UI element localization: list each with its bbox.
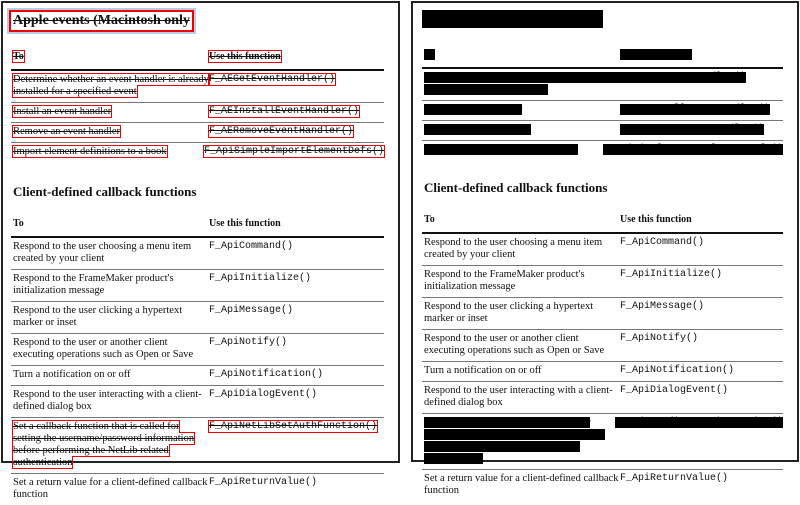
to-cell [422,269,620,293]
description-text: Turn a notification on or off [424,365,542,376]
apple-heading-wrap [11,11,384,47]
column-header-function: Use this function [620,49,692,60]
callback-table-row [11,270,384,302]
description-text: Install an event handler [13,106,112,117]
callback-table-row [422,362,783,382]
callback-table-row [11,418,384,474]
marked-up-document-panel [1,1,400,500]
function-cell [209,389,384,413]
function-name: F_AEInstallEventHandler() [620,104,771,115]
to-cell [11,477,209,501]
to-cell [422,301,620,325]
description-text: Set a return value for a client-defined callback function [424,473,619,496]
apple-heading-wrap [422,9,783,45]
function-cell [209,369,384,381]
function-cell [209,218,384,230]
callback-table-row [11,334,384,366]
function-cell [620,214,783,226]
apple-events-heading: Apple events (Macintosh only [13,13,190,28]
function-cell [620,237,783,261]
to-cell [422,473,620,497]
column-header-to: To [13,51,24,62]
apple-table-row [422,121,783,141]
callback-table-row [422,330,783,362]
description-text: Respond to the user clicking a hypertext marker or inset [13,305,183,328]
function-cell [209,273,384,297]
apple-table-row [11,123,384,143]
function-name: F_ApiNotification() [209,369,324,380]
column-header-to: To [424,214,435,225]
function-cell [620,473,783,497]
function-name: F_ApiNetLibSetAuthFunction() [614,417,783,428]
callback-table-row [422,266,783,298]
to-cell [11,74,209,98]
function-cell [209,74,384,98]
apple-table-row [422,141,783,160]
callback-table-row [11,238,384,270]
function-cell [620,104,783,116]
description-text: Set a return value for a client-defined callback function [13,477,208,500]
function-cell [620,72,783,96]
function-cell [209,106,384,118]
to-cell [11,106,209,118]
function-cell [209,421,384,469]
to-cell [422,417,615,465]
description-text: Import element definitions to a book [13,146,167,157]
function-cell [620,124,783,136]
function-name: F_ApiSimpleImportElementDefs() [602,144,783,155]
callback-table-row [11,366,384,386]
column-header-to: To [13,218,24,229]
callback-table-header [11,214,384,238]
function-name: F_AEInstallEventHandler() [209,106,360,117]
to-cell [422,49,620,61]
to-cell [11,126,209,138]
apple-table-row [422,69,783,101]
to-cell [422,124,620,136]
callback-table-row [422,298,783,330]
callback-table-row [11,302,384,334]
function-name: F_AERemoveEventHandler() [209,126,354,137]
callback-table-row [422,234,783,266]
function-cell [209,477,384,501]
function-cell [620,269,783,293]
redacted-document-panel [411,1,799,496]
callback-table-row [422,382,783,414]
function-name: F_ApiReturnValue() [620,473,729,484]
column-header-to: To [424,49,435,60]
function-name: F_ApiMessage() [620,301,705,312]
callback-table-row [422,414,783,470]
description-text: Respond to the FrameMaker product's initialization message [13,273,174,296]
function-name: F_ApiSimpleImportElementDefs() [203,146,384,157]
to-cell [11,273,209,297]
function-cell [209,337,384,361]
apple-table-row [11,71,384,103]
to-cell [11,218,209,230]
column-header-function: Use this function [620,214,692,225]
function-cell [603,144,783,156]
function-name: F_ApiReturnValue() [209,477,318,488]
to-cell [422,72,620,96]
description-text: Respond to the user choosing a menu item created by your client [13,241,192,264]
function-name: F_ApiNotification() [620,365,735,376]
to-cell [11,146,204,158]
to-cell [11,305,209,329]
to-cell [11,241,209,265]
to-cell [11,369,209,381]
function-name: F_ApiNetLibSetAuthFunction() [209,421,378,432]
to-cell [11,421,209,469]
to-cell [11,337,209,361]
column-header-function: Use this function [209,218,281,229]
function-cell [209,126,384,138]
column-header-function: Use this function [209,51,281,62]
function-name: F_ApiNotify() [209,337,288,348]
function-name: F_ApiDialogEvent() [209,389,318,400]
to-cell [422,144,603,156]
description-text: Remove an event handler [424,124,531,135]
function-cell [209,241,384,265]
to-cell [422,104,620,116]
to-cell [11,51,209,63]
description-text: Respond to the user or another client executing operations such as Open or Save [424,333,605,356]
function-name: F_AEGetEventHandler() [620,72,747,83]
function-cell [620,49,783,61]
function-cell [209,305,384,329]
function-cell [620,385,783,409]
apple-table-row [11,103,384,123]
description-text: Determine whether an event handler is already installed for a specified event [424,72,620,95]
description-text: Respond to the user choosing a menu item created by your client [424,237,603,260]
description-text: Respond to the user or another client executing operations such as Open or Save [13,337,194,360]
apple-table-header [11,47,384,71]
description-text: Install an event handler [424,104,523,115]
function-cell [615,417,783,465]
function-name: F_ApiCommand() [209,241,294,252]
function-name: F_AEGetEventHandler() [209,74,336,85]
function-cell [204,146,384,158]
description-text: Respond to the FrameMaker product's initialization message [424,269,585,292]
description-text: Turn a notification on or off [13,369,131,380]
callback-table-header [422,210,783,234]
callback-table-row [422,470,783,501]
function-name: F_ApiDialogEvent() [620,385,729,396]
description-text: Remove an event handler [13,126,120,137]
callback-section-heading: Client-defined callback functions [13,184,197,199]
description-text: Respond to the user clicking a hypertext marker or inset [424,301,594,324]
function-name: F_AERemoveEventHandler() [620,124,765,135]
apple-table-header [422,45,783,69]
apple-table-row [11,143,384,162]
function-name: F_ApiInitialize() [620,269,723,280]
function-cell [620,365,783,377]
description-text: Respond to the user interacting with a client-defined dialog box [424,385,613,408]
callback-table-row [11,474,384,505]
to-cell [11,389,209,413]
function-cell [620,301,783,325]
function-name: F_ApiNotify() [620,333,699,344]
description-text: Determine whether an event handler is already installed for a specified event [13,74,209,97]
to-cell [422,385,620,409]
function-cell [209,51,384,63]
function-name: F_ApiMessage() [209,305,294,316]
apple-events-heading: Apple events (Macintosh only [424,11,601,26]
description-text: Import element definitions to a book [424,144,578,155]
description-text: Respond to the user interacting with a client-defined dialog box [13,389,202,412]
to-cell [422,237,620,261]
description-text: Set a callback function that is called for setting the username/password information before performing the NetLib related authentication [13,421,195,468]
to-cell [422,365,620,377]
function-cell [620,333,783,357]
apple-table-row [422,101,783,121]
callback-table-row [11,386,384,418]
to-cell [422,333,620,357]
to-cell [422,214,620,226]
description-text: Set a callback function that is called for setting the username/password information before performing the NetLib related authentication [424,417,606,464]
function-name: F_ApiCommand() [620,237,705,248]
callback-section-heading: Client-defined callback functions [424,180,608,195]
function-name: F_ApiInitialize() [209,273,312,284]
